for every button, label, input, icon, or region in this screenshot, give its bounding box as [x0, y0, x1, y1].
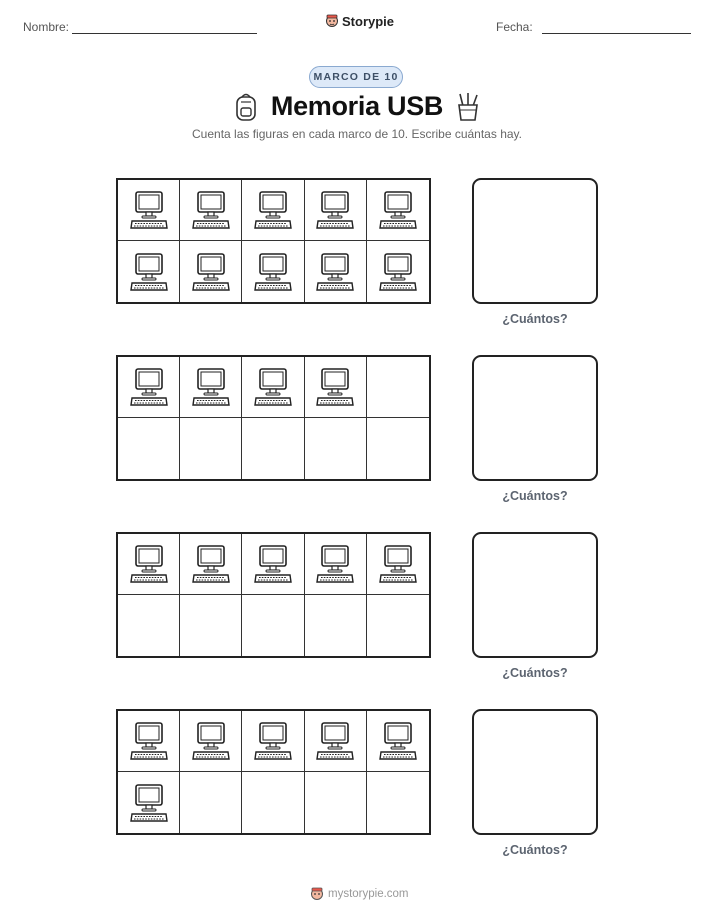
name-line[interactable]	[72, 33, 257, 34]
answer-box-2[interactable]	[472, 355, 598, 481]
question-label-3: ¿Cuántos?	[502, 666, 568, 680]
frame-cell	[305, 711, 367, 772]
footer-site: mystorypie.com	[328, 888, 409, 900]
computer-icon	[191, 367, 231, 407]
frame-cell	[180, 711, 242, 772]
computer-icon	[315, 252, 355, 292]
frame-cell	[242, 418, 304, 479]
question-label-4: ¿Cuántos?	[502, 843, 568, 857]
frame-cell	[305, 180, 367, 241]
footer	[310, 886, 409, 902]
ten-frame-3	[116, 532, 431, 658]
frame-cell	[118, 772, 180, 833]
computer-icon	[315, 367, 355, 407]
storypie-logo	[325, 13, 394, 29]
computer-icon	[378, 721, 418, 761]
computer-icon	[129, 544, 169, 584]
frame-cell	[242, 534, 304, 595]
computer-icon	[129, 721, 169, 761]
frame-cell	[242, 711, 304, 772]
computer-icon	[191, 252, 231, 292]
frame-cell	[367, 180, 429, 241]
computer-icon	[315, 721, 355, 761]
frame-cell	[367, 357, 429, 418]
computer-icon	[129, 783, 169, 823]
storypie-mascot-icon	[325, 13, 339, 29]
frame-cell	[305, 418, 367, 479]
frame-cell	[118, 595, 180, 656]
brand-name: Storypie	[342, 13, 395, 29]
frame-cell	[367, 418, 429, 479]
frame-cell	[242, 180, 304, 241]
frame-cell	[180, 534, 242, 595]
computer-icon	[129, 190, 169, 230]
frame-cell	[367, 711, 429, 772]
frame-cell	[367, 534, 429, 595]
computer-icon	[315, 544, 355, 584]
question-label-2: ¿Cuántos?	[502, 489, 568, 503]
date-line[interactable]	[542, 33, 691, 34]
frame-cell	[242, 241, 304, 302]
frame-cell	[305, 595, 367, 656]
frame-cell	[118, 534, 180, 595]
frame-cell	[180, 357, 242, 418]
frame-cell	[242, 772, 304, 833]
computer-icon	[315, 190, 355, 230]
computer-icon	[253, 190, 293, 230]
frame-cell	[305, 357, 367, 418]
frame-cell	[305, 534, 367, 595]
question-label-1: ¿Cuántos?	[502, 312, 568, 326]
frame-cell	[305, 772, 367, 833]
frame-cell	[180, 418, 242, 479]
ten-frame-2	[116, 355, 431, 481]
page-title: Memoria USB	[270, 91, 444, 121]
frame-cell	[367, 241, 429, 302]
frame-cell	[242, 595, 304, 656]
computer-icon	[191, 190, 231, 230]
frame-cell	[367, 595, 429, 656]
answer-box-3[interactable]	[472, 532, 598, 658]
frame-cell	[305, 241, 367, 302]
frame-cell	[118, 418, 180, 479]
computer-icon	[378, 544, 418, 584]
computer-icon	[378, 190, 418, 230]
topic-badge: MARCO DE 10	[309, 66, 403, 88]
computer-icon	[253, 544, 293, 584]
frame-cell	[180, 772, 242, 833]
ten-frame-1	[116, 178, 431, 304]
computer-icon	[253, 721, 293, 761]
computer-icon	[253, 252, 293, 292]
answer-box-4[interactable]	[472, 709, 598, 835]
pencil-cup-icon	[455, 92, 481, 122]
computer-icon	[129, 252, 169, 292]
name-label: Nombre:	[23, 20, 70, 34]
frame-cell	[242, 357, 304, 418]
frame-cell	[367, 772, 429, 833]
frame-cell	[118, 180, 180, 241]
computer-icon	[191, 544, 231, 584]
computer-icon	[378, 252, 418, 292]
frame-cell	[180, 595, 242, 656]
computer-icon	[129, 367, 169, 407]
computer-icon	[253, 367, 293, 407]
frame-cell	[118, 357, 180, 418]
answer-box-1[interactable]	[472, 178, 598, 304]
date-label: Fecha:	[496, 20, 533, 34]
instructions: Cuenta las figuras en cada marco de 10. Escribe cuántas hay.	[192, 127, 522, 141]
frame-cell	[118, 241, 180, 302]
ten-frame-4	[116, 709, 431, 835]
storypie-mascot-icon	[310, 886, 324, 902]
frame-cell	[118, 711, 180, 772]
frame-cell	[180, 180, 242, 241]
computer-icon	[191, 721, 231, 761]
frame-cell	[180, 241, 242, 302]
